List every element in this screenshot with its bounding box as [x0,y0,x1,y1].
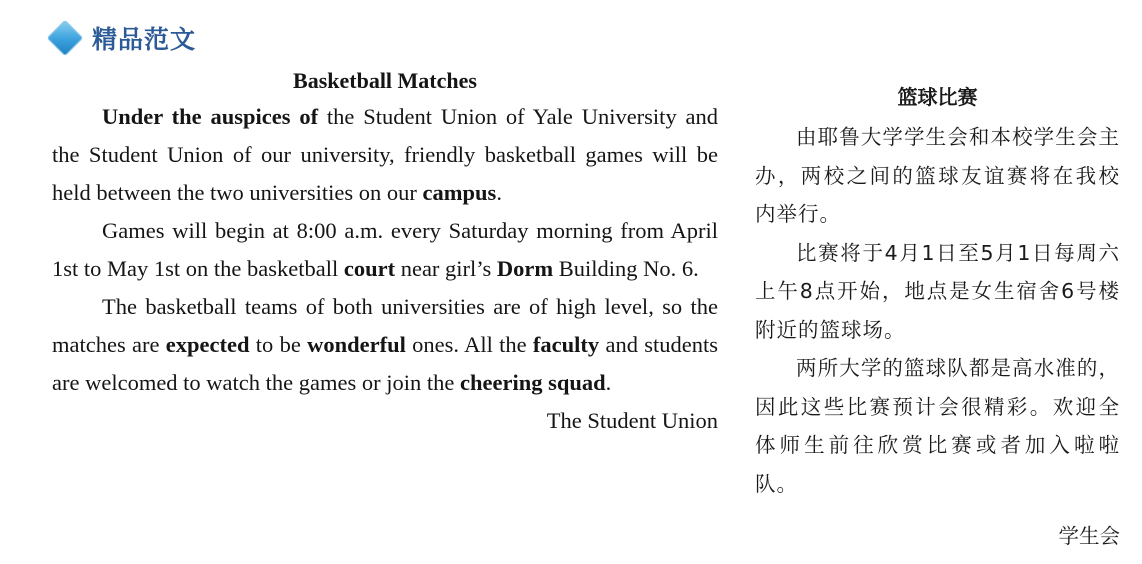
chinese-paragraph-3: 两所大学的篮球队都是高水准的，因此这些比赛预计会很精彩。欢迎全体师生前往欣赏比赛或者加入啦啦队。 [755,356,1120,496]
section-title: 精品范文 [92,25,197,54]
chinese-paragraph-1: 由耶鲁大学学生会和本校学生会主办，两校之间的篮球友谊赛将在我校内举行。 [755,125,1120,226]
text-run: ones. All the [405,332,533,357]
text-run: Games will begin at 8:00 a.m. every Saturday morning from April 1st to May 1st on the basketball [52,218,718,281]
chinese-translation [755,80,1120,556]
english-title: Basketball Matches [293,68,477,93]
text-run: The basketball teams of both universities are of high level, so the matches are [52,294,718,357]
keyword: campus [422,180,497,205]
diamond-bullet-icon [47,20,84,57]
keyword: wonderful [307,332,406,357]
keyword: expected [165,332,250,357]
text-run: near girl’s [395,256,497,281]
chinese-title: 篮球比赛 [897,85,978,109]
english-paragraph-1 [52,98,718,212]
chinese-signature: 学生会 [1058,524,1120,548]
text-run: Building No. 6. [553,256,699,281]
chinese-paragraph-2: 比赛将于4月1日至5月1日每周六上午8点开始，地点是女生宿舍6号楼附近的篮球场。 [755,240,1120,342]
english-signature: The Student Union [546,408,718,433]
text-run: and students are welcomed to watch the games or join the [52,332,718,395]
keyword: Dorm [496,256,554,281]
keyword: Under the auspices of [102,104,319,129]
text-run: . [605,370,612,395]
english-paragraph-2 [52,212,718,288]
text-run: . [496,180,502,205]
english-essay [52,62,718,440]
keyword: faculty [532,332,600,357]
section-header [46,18,196,58]
text-run: to be [249,332,308,357]
keyword: court [343,256,396,281]
text-run: the Student Union of Yale University and the Student Union of our university, friendly basketball games will be held between the two universities on our [52,104,719,205]
keyword: cheering squad [459,370,606,395]
english-paragraph-3 [52,288,718,402]
